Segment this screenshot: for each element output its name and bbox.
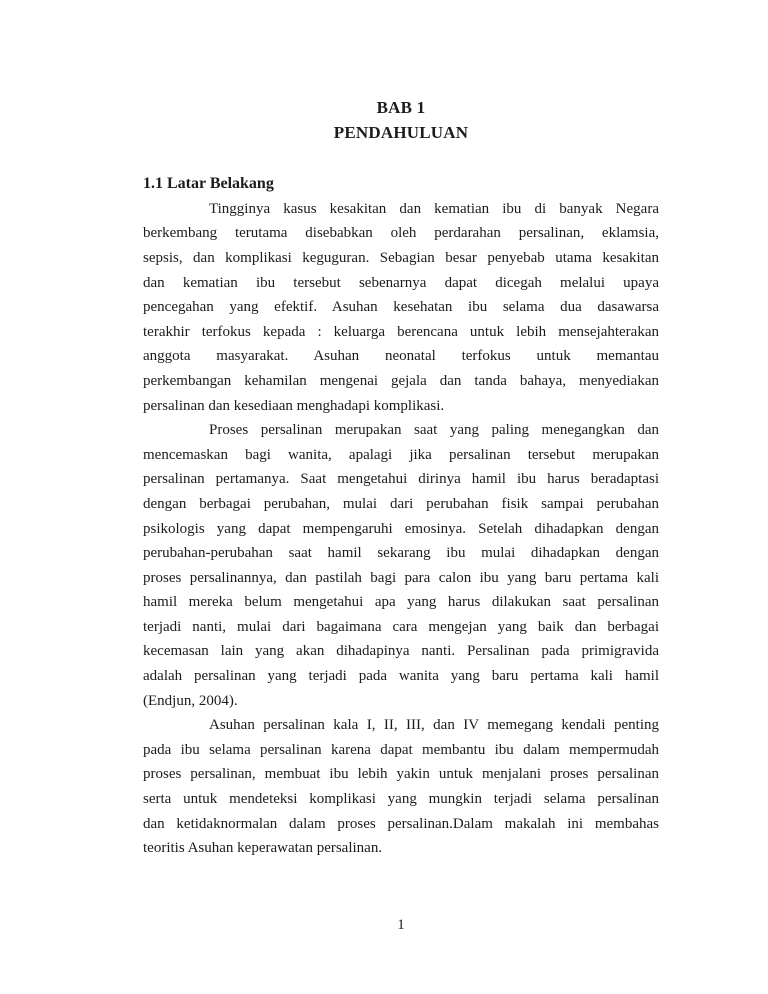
chapter-heading — [143, 96, 659, 145]
body-text — [143, 197, 659, 861]
section-heading: 1.1 Latar Belakang — [143, 175, 274, 193]
text-line: dan ketidaknormalan dalam proses persalinan.Dalam makalah ini membahas — [143, 815, 659, 832]
text-line: mencemaskan bagi wanita, apalagi jika persalinan tersebut merupakan — [143, 446, 659, 463]
text-line: proses persalinannya, dan pastilah bagi para calon ibu yang baru pertama kali — [143, 569, 659, 586]
text-line: adalah persalinan yang terjadi pada wanita yang baru pertama kali hamil — [143, 668, 659, 685]
text-line: terakhir terfokus kepada : keluarga berencana untuk lebih mensejahterakan — [143, 323, 659, 340]
text-line: dengan berbagai perubahan, mulai dari perubahan fisik sampai perubahan — [143, 495, 659, 512]
text-line: dan kematian ibu tersebut sebenarnya dapat dicegah melalui upaya — [143, 274, 659, 291]
text-line: Asuhan persalinan kala I, II, III, dan IV memegang kendali penting — [209, 717, 659, 734]
text-line: sepsis, dan komplikasi keguguran. Sebagian besar penyebab utama kesakitan — [143, 249, 659, 266]
chapter-number: BAB 1 — [376, 98, 426, 117]
text-line: perkembangan kehamilan mengenai gejala dan tanda bahaya, menyediakan — [143, 372, 659, 389]
page-number: 1 — [397, 917, 405, 933]
text-line: persalinan dan kesediaan menghadapi komplikasi. — [143, 397, 445, 414]
text-line: teoritis Asuhan keperawatan persalinan. — [143, 840, 383, 857]
text-line: kecemasan lain yang akan dihadapinya nanti. Persalinan pada primigravida — [143, 643, 659, 660]
text-line: terjadi nanti, mulai dari bagaimana cara mengejan yang baik dan berbagai — [143, 618, 659, 635]
text-line: psikologis yang dapat mempengaruhi emosinya. Setelah dihadapkan dengan — [143, 520, 659, 537]
text-line: persalinan pertamanya. Saat mengetahui dirinya hamil ibu harus beradaptasi — [143, 471, 659, 488]
text-line: anggota masyarakat. Asuhan neonatal terfokus untuk memantau — [143, 348, 659, 365]
text-line: Tingginya kasus kesakitan dan kematian ibu di banyak Negara — [209, 200, 659, 217]
text-line: proses persalinan, membuat ibu lebih yakin untuk menjalani proses persalinan — [143, 766, 659, 783]
text-line: pencegahan yang efektif. Asuhan kesehatan ibu selama dua dasawarsa — [143, 299, 659, 316]
chapter-title: PENDAHULUAN — [333, 122, 469, 142]
text-line: (Endjun, 2004). — [143, 692, 238, 709]
text-line: Proses persalinan merupakan saat yang paling menegangkan dan — [209, 422, 659, 439]
text-line: serta untuk mendeteksi komplikasi yang mungkin terjadi selama persalinan — [143, 791, 659, 808]
text-line: pada ibu selama persalinan karena dapat membantu ibu dalam mempermudah — [143, 741, 659, 758]
text-line: perubahan-perubahan saat hamil sekarang ibu mulai dihadapkan dengan — [143, 545, 659, 562]
text-line: berkembang terutama disebabkan oleh perdarahan persalinan, eklamsia, — [143, 225, 659, 242]
text-line: hamil mereka belum mengetahui apa yang harus dilakukan saat persalinan — [143, 594, 659, 611]
text-block — [143, 0, 659, 861]
